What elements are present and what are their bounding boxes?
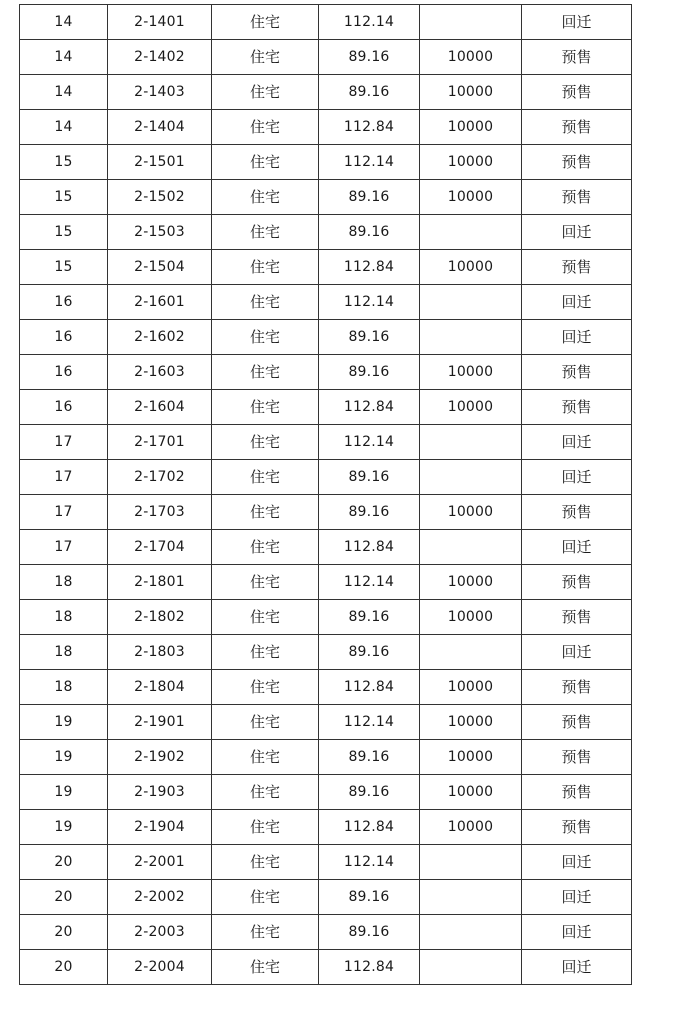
area-cell: 112.14	[319, 425, 420, 460]
room-number-cell: 2-1701	[108, 425, 212, 460]
status-cell: 回迁	[522, 950, 632, 985]
usage-cell: 住宅	[212, 915, 319, 950]
area-cell: 89.16	[319, 775, 420, 810]
table-row	[20, 320, 632, 355]
usage-cell: 住宅	[212, 250, 319, 285]
area-cell: 112.14	[319, 705, 420, 740]
floor-cell: 18	[20, 565, 108, 600]
usage-cell: 住宅	[212, 75, 319, 110]
usage-cell: 住宅	[212, 145, 319, 180]
floor-cell: 17	[20, 530, 108, 565]
price-cell: 10000	[420, 775, 522, 810]
usage-cell: 住宅	[212, 530, 319, 565]
price-cell	[420, 215, 522, 250]
status-cell: 预售	[522, 775, 632, 810]
status-cell: 预售	[522, 670, 632, 705]
room-number-cell: 2-1601	[108, 285, 212, 320]
floor-cell: 19	[20, 775, 108, 810]
table-row	[20, 810, 632, 845]
usage-cell: 住宅	[212, 565, 319, 600]
table-row	[20, 565, 632, 600]
floor-cell: 16	[20, 355, 108, 390]
room-number-cell: 2-1501	[108, 145, 212, 180]
area-cell: 89.16	[319, 635, 420, 670]
status-cell: 预售	[522, 145, 632, 180]
area-cell: 89.16	[319, 740, 420, 775]
area-cell: 112.14	[319, 845, 420, 880]
price-cell	[420, 880, 522, 915]
table-row	[20, 75, 632, 110]
table-row	[20, 110, 632, 145]
price-cell: 10000	[420, 740, 522, 775]
status-cell: 回迁	[522, 5, 632, 40]
usage-cell: 住宅	[212, 425, 319, 460]
room-number-cell: 2-1902	[108, 740, 212, 775]
table-row	[20, 495, 632, 530]
area-cell: 89.16	[319, 320, 420, 355]
room-number-cell: 2-1403	[108, 75, 212, 110]
price-cell: 10000	[420, 810, 522, 845]
area-cell: 112.84	[319, 250, 420, 285]
floor-cell: 14	[20, 75, 108, 110]
floor-cell: 14	[20, 40, 108, 75]
status-cell: 预售	[522, 705, 632, 740]
status-cell: 回迁	[522, 320, 632, 355]
table-row	[20, 250, 632, 285]
room-number-cell: 2-1703	[108, 495, 212, 530]
price-cell: 10000	[420, 390, 522, 425]
status-cell: 预售	[522, 495, 632, 530]
floor-cell: 15	[20, 145, 108, 180]
table-row	[20, 880, 632, 915]
area-cell: 112.84	[319, 110, 420, 145]
room-number-cell: 2-2003	[108, 915, 212, 950]
table-row	[20, 285, 632, 320]
usage-cell: 住宅	[212, 635, 319, 670]
status-cell: 回迁	[522, 460, 632, 495]
usage-cell: 住宅	[212, 880, 319, 915]
price-cell: 10000	[420, 110, 522, 145]
area-cell: 112.14	[319, 5, 420, 40]
table-row	[20, 5, 632, 40]
status-cell: 回迁	[522, 530, 632, 565]
floor-cell: 20	[20, 880, 108, 915]
status-cell: 回迁	[522, 425, 632, 460]
status-cell: 预售	[522, 40, 632, 75]
status-cell: 回迁	[522, 880, 632, 915]
area-cell: 112.84	[319, 670, 420, 705]
area-cell: 112.84	[319, 950, 420, 985]
room-number-cell: 2-1502	[108, 180, 212, 215]
usage-cell: 住宅	[212, 775, 319, 810]
floor-cell: 15	[20, 250, 108, 285]
area-cell: 89.16	[319, 460, 420, 495]
floor-cell: 19	[20, 740, 108, 775]
status-cell: 预售	[522, 740, 632, 775]
table-row	[20, 390, 632, 425]
price-cell	[420, 285, 522, 320]
status-cell: 预售	[522, 75, 632, 110]
price-cell: 10000	[420, 250, 522, 285]
floor-cell: 17	[20, 495, 108, 530]
area-cell: 89.16	[319, 180, 420, 215]
table-row	[20, 740, 632, 775]
usage-cell: 住宅	[212, 110, 319, 145]
status-cell: 预售	[522, 565, 632, 600]
price-cell	[420, 5, 522, 40]
floor-cell: 17	[20, 460, 108, 495]
area-cell: 112.84	[319, 390, 420, 425]
usage-cell: 住宅	[212, 705, 319, 740]
area-cell: 89.16	[319, 600, 420, 635]
usage-cell: 住宅	[212, 495, 319, 530]
table-row	[20, 950, 632, 985]
price-cell: 10000	[420, 145, 522, 180]
status-cell: 预售	[522, 600, 632, 635]
price-cell: 10000	[420, 355, 522, 390]
area-cell: 89.16	[319, 495, 420, 530]
price-cell: 10000	[420, 495, 522, 530]
room-number-cell: 2-1901	[108, 705, 212, 740]
room-number-cell: 2-2001	[108, 845, 212, 880]
floor-cell: 14	[20, 110, 108, 145]
usage-cell: 住宅	[212, 390, 319, 425]
room-number-cell: 2-1402	[108, 40, 212, 75]
price-cell	[420, 460, 522, 495]
usage-cell: 住宅	[212, 600, 319, 635]
price-cell	[420, 425, 522, 460]
floor-cell: 18	[20, 600, 108, 635]
table-row	[20, 775, 632, 810]
room-number-cell: 2-1803	[108, 635, 212, 670]
usage-cell: 住宅	[212, 355, 319, 390]
room-number-cell: 2-1904	[108, 810, 212, 845]
floor-cell: 16	[20, 390, 108, 425]
floor-cell: 20	[20, 915, 108, 950]
room-number-cell: 2-1603	[108, 355, 212, 390]
area-cell: 112.14	[319, 285, 420, 320]
room-number-cell: 2-1604	[108, 390, 212, 425]
status-cell: 回迁	[522, 285, 632, 320]
room-number-cell: 2-1804	[108, 670, 212, 705]
area-cell: 89.16	[319, 880, 420, 915]
area-cell: 112.84	[319, 530, 420, 565]
price-cell: 10000	[420, 705, 522, 740]
floor-cell: 19	[20, 810, 108, 845]
table-row	[20, 145, 632, 180]
usage-cell: 住宅	[212, 845, 319, 880]
status-cell: 回迁	[522, 635, 632, 670]
table-row	[20, 355, 632, 390]
floor-cell: 15	[20, 215, 108, 250]
room-number-cell: 2-1503	[108, 215, 212, 250]
area-cell: 89.16	[319, 215, 420, 250]
area-cell: 112.14	[319, 565, 420, 600]
table-row	[20, 600, 632, 635]
table-row	[20, 180, 632, 215]
usage-cell: 住宅	[212, 950, 319, 985]
area-cell: 89.16	[319, 40, 420, 75]
area-cell: 89.16	[319, 915, 420, 950]
usage-cell: 住宅	[212, 740, 319, 775]
room-number-cell: 2-1704	[108, 530, 212, 565]
price-cell	[420, 915, 522, 950]
floor-cell: 14	[20, 5, 108, 40]
floor-cell: 20	[20, 950, 108, 985]
usage-cell: 住宅	[212, 40, 319, 75]
floor-cell: 18	[20, 635, 108, 670]
usage-cell: 住宅	[212, 285, 319, 320]
room-number-cell: 2-1801	[108, 565, 212, 600]
usage-cell: 住宅	[212, 320, 319, 355]
room-number-cell: 2-1401	[108, 5, 212, 40]
status-cell: 预售	[522, 110, 632, 145]
floor-cell: 18	[20, 670, 108, 705]
price-cell: 10000	[420, 75, 522, 110]
status-cell: 回迁	[522, 915, 632, 950]
price-cell: 10000	[420, 600, 522, 635]
unit-table-body	[20, 5, 632, 985]
room-number-cell: 2-1903	[108, 775, 212, 810]
floor-cell: 16	[20, 285, 108, 320]
table-row	[20, 40, 632, 75]
room-number-cell: 2-1602	[108, 320, 212, 355]
table-row	[20, 845, 632, 880]
status-cell: 预售	[522, 180, 632, 215]
price-cell: 10000	[420, 180, 522, 215]
room-number-cell: 2-1802	[108, 600, 212, 635]
table-row	[20, 915, 632, 950]
table-row	[20, 705, 632, 740]
unit-table	[19, 4, 632, 985]
price-cell	[420, 950, 522, 985]
usage-cell: 住宅	[212, 810, 319, 845]
area-cell: 89.16	[319, 355, 420, 390]
usage-cell: 住宅	[212, 180, 319, 215]
price-cell: 10000	[420, 670, 522, 705]
usage-cell: 住宅	[212, 460, 319, 495]
usage-cell: 住宅	[212, 215, 319, 250]
table-row	[20, 425, 632, 460]
room-number-cell: 2-1702	[108, 460, 212, 495]
floor-cell: 15	[20, 180, 108, 215]
room-number-cell: 2-2002	[108, 880, 212, 915]
price-cell: 10000	[420, 565, 522, 600]
floor-cell: 20	[20, 845, 108, 880]
status-cell: 预售	[522, 810, 632, 845]
table-row	[20, 635, 632, 670]
price-cell	[420, 530, 522, 565]
usage-cell: 住宅	[212, 5, 319, 40]
table-row	[20, 460, 632, 495]
area-cell: 112.14	[319, 145, 420, 180]
area-cell: 112.84	[319, 810, 420, 845]
price-cell: 10000	[420, 40, 522, 75]
room-number-cell: 2-2004	[108, 950, 212, 985]
floor-cell: 19	[20, 705, 108, 740]
price-cell	[420, 845, 522, 880]
status-cell: 回迁	[522, 215, 632, 250]
price-cell	[420, 320, 522, 355]
table-row	[20, 670, 632, 705]
unit-table-sheet	[19, 4, 631, 985]
table-row	[20, 530, 632, 565]
floor-cell: 17	[20, 425, 108, 460]
table-row	[20, 215, 632, 250]
room-number-cell: 2-1504	[108, 250, 212, 285]
status-cell: 预售	[522, 390, 632, 425]
status-cell: 预售	[522, 355, 632, 390]
floor-cell: 16	[20, 320, 108, 355]
room-number-cell: 2-1404	[108, 110, 212, 145]
status-cell: 回迁	[522, 845, 632, 880]
price-cell	[420, 635, 522, 670]
area-cell: 89.16	[319, 75, 420, 110]
usage-cell: 住宅	[212, 670, 319, 705]
status-cell: 预售	[522, 250, 632, 285]
